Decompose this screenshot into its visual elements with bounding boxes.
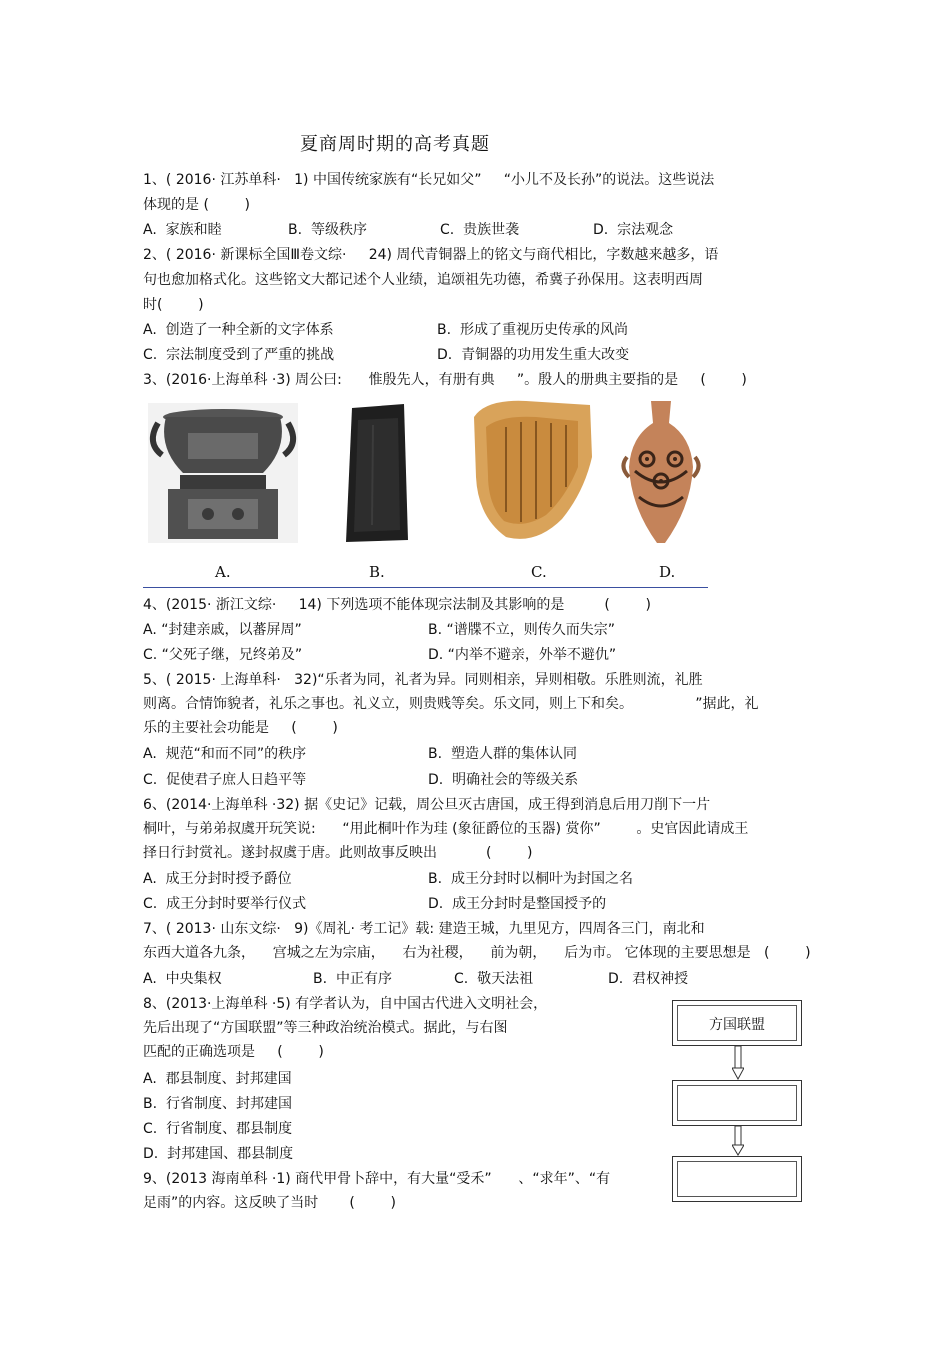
question-4-stem: 4、(2015· 浙江文综· 14) 下列选项不能体现宗法制及其影响的是 ( ) bbox=[143, 597, 651, 613]
bronze-vessel-image bbox=[148, 403, 298, 543]
question-2-option-b: B. 形成了重视历史传承的风尚 bbox=[437, 322, 628, 338]
flowchart-box-2 bbox=[672, 1080, 802, 1126]
question-3-stem: 3、(2016·上海单科 ·3) 周公曰: 惟殷先人，有册有典 ”。殷人的册典主要指的是 ( ) bbox=[143, 372, 747, 388]
question-5-stem-cont: 则离。合情饰貌者，礼乐之事也。礼义立，则贵贱等矣。乐文同，则上下和矣。 ”据此，礼 bbox=[143, 696, 759, 712]
question-6-stem-cont2: 择日行封赏礼。遂封叔虞于唐。此则故事反映出 ( ) bbox=[143, 845, 533, 861]
oracle-bone-image bbox=[466, 397, 596, 547]
divider-line bbox=[143, 587, 708, 588]
question-2-stem: 2、( 2016· 新课标全国Ⅲ卷文综· 24) 周代青铜器上的铭文与商代相比，字数越来越多，语 bbox=[143, 247, 719, 263]
question-8-stem-cont2: 匹配的正确选项是 ( ) bbox=[143, 1044, 324, 1060]
question-7-stem: 7、( 2013· 山东文综· 9)《周礼· 考工记》载: 建造王城，九里见方，四周各三门，南北和 bbox=[143, 921, 705, 937]
question-6-stem-cont: 桐叶，与弟弟叔虞开玩笑说: “用此桐叶作为珪 (象征爵位的玉器) 赏你” 。史官因此请成王 bbox=[143, 821, 749, 837]
question-1-option-b: B. 等级秩序 bbox=[288, 222, 367, 238]
flowchart-box-3 bbox=[672, 1156, 802, 1202]
question-8-stem-cont: 先后出现了“方国联盟”等三种政治统治模式。据此，与右图 bbox=[143, 1020, 508, 1036]
question-6-option-a: A. 成王分封时授予爵位 bbox=[143, 871, 292, 887]
question-7-option-d: D. 君权神授 bbox=[608, 971, 689, 987]
question-5-stem: 5、( 2015· 上海单科· 32)“乐者为同，礼者为异。同则相亲，异则相敬。乐胜则流，礼胜 bbox=[143, 672, 703, 688]
question-7-option-a: A. 中央集权 bbox=[143, 971, 222, 987]
question-6-stem: 6、(2014·上海单科 ·32) 据《史记》记载，周公旦灭古唐国，成王得到消息后用刀削下一片 bbox=[143, 797, 711, 813]
painted-pottery-image bbox=[621, 397, 701, 547]
question-4-option-b: B. “谱牒不立，则传久而失宗” bbox=[428, 622, 616, 638]
arrow-down-icon bbox=[732, 1046, 744, 1080]
question-8-option-b: B. 行省制度、封邦建国 bbox=[143, 1096, 292, 1112]
question-8-option-c: C. 行省制度、郡县制度 bbox=[143, 1121, 293, 1137]
question-1-option-c: C. 贵族世袭 bbox=[440, 222, 520, 238]
question-9-stem-cont: 足雨”的内容。这反映了当时 ( ) bbox=[143, 1195, 396, 1211]
image-label-b: B. bbox=[369, 563, 385, 581]
stone-tablet-image bbox=[338, 400, 418, 545]
question-9-stem: 9、(2013 海南单科 ·1) 商代甲骨卜辞中，有大量“受禾” 、“求年”、“有 bbox=[143, 1171, 611, 1187]
question-1-option-d: D. 宗法观念 bbox=[593, 222, 674, 238]
question-2-stem-cont: 句也愈加格式化。这些铭文大都记述个人业绩，追颂祖先功德，希冀子孙保用。这表明西周 bbox=[143, 272, 703, 288]
question-5-stem-cont2: 乐的主要社会功能是 ( ) bbox=[143, 720, 338, 736]
question-3-image-row bbox=[143, 395, 713, 590]
question-4-option-d: D. “内举不避亲，外举不避仇” bbox=[428, 647, 617, 663]
image-label-a: A. bbox=[215, 563, 231, 581]
question-7-stem-cont: 东西大道各九条， 宫城之左为宗庙， 右为社稷， 前为朝， 后为市。 它体现的主要思想是 ( ) bbox=[143, 945, 811, 961]
image-label-c: C. bbox=[531, 563, 547, 581]
question-6-option-b: B. 成王分封时以桐叶为封国之名 bbox=[428, 871, 633, 887]
question-4-option-c: C. “父死子继，兄终弟及” bbox=[143, 647, 303, 663]
question-5-option-d: D. 明确社会的等级关系 bbox=[428, 772, 579, 788]
question-4-option-a: A. “封建亲戚，以蕃屏周” bbox=[143, 622, 302, 638]
question-1-stem-cont: 体现的是 ( ) bbox=[143, 197, 250, 213]
question-5-option-b: B. 塑造人群的集体认同 bbox=[428, 746, 577, 762]
question-6-option-d: D. 成王分封时是整国授予的 bbox=[428, 896, 607, 912]
question-1-option-a: A. 家族和睦 bbox=[143, 222, 222, 238]
arrow-down-icon bbox=[732, 1126, 744, 1156]
question-2-option-c: C. 宗法制度受到了严重的挑战 bbox=[143, 347, 335, 363]
flowchart-box-1 bbox=[672, 1000, 802, 1046]
question-6-option-c: C. 成王分封时要举行仪式 bbox=[143, 896, 307, 912]
image-label-d: D. bbox=[659, 563, 676, 581]
question-2-option-d: D. 青铜器的功用发生重大改变 bbox=[437, 347, 630, 363]
question-5-option-c: C. 促使君子庶人日趋平等 bbox=[143, 772, 307, 788]
question-8-option-a: A. 郡县制度、封邦建国 bbox=[143, 1071, 292, 1087]
question-8-stem: 8、(2013·上海单科 ·5) 有学者认为，自中国古代进入文明社会， bbox=[143, 996, 548, 1012]
flowchart bbox=[672, 1000, 807, 1205]
question-2-option-a: A. 创造了一种全新的文字体系 bbox=[143, 322, 334, 338]
question-1-stem: 1、( 2016· 江苏单科· 1) 中国传统家族有“长兄如父” “小儿不及长孙”的说法。这些说法 bbox=[143, 172, 715, 188]
question-2-stem-cont2: 时( ) bbox=[143, 297, 204, 313]
question-7-option-b: B. 中正有序 bbox=[313, 971, 392, 987]
question-5-option-a: A. 规范“和而不同”的秩序 bbox=[143, 746, 307, 762]
flowchart-box-1-label: 方国联盟 bbox=[709, 1017, 765, 1033]
question-8-option-d: D. 封邦建国、郡县制度 bbox=[143, 1146, 294, 1162]
page-title: 夏商周时期的高考真题 bbox=[300, 134, 490, 155]
question-7-option-c: C. 敬天法祖 bbox=[454, 971, 534, 987]
